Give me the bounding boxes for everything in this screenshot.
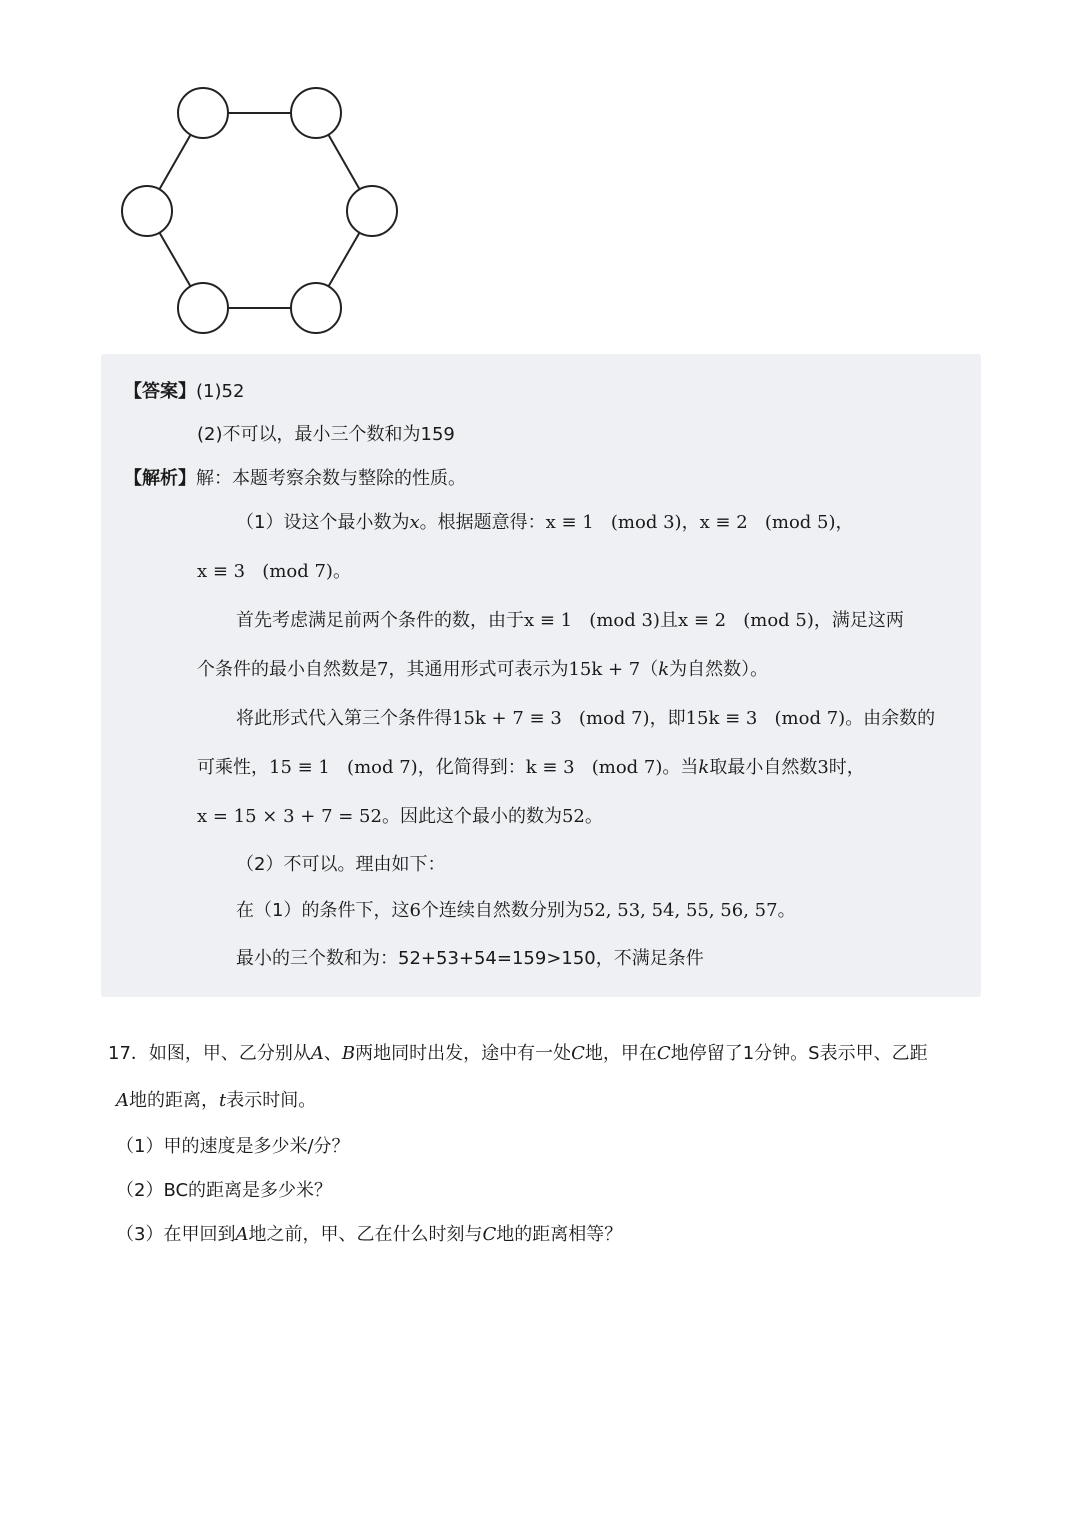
question-text: 地停留了1分钟。S表示甲、乙距 — [670, 1043, 928, 1064]
analysis-text: 为自然数）。 — [669, 659, 769, 680]
empty-circle — [178, 283, 228, 333]
math-variable: k — [698, 757, 710, 778]
analysis-text: 个条件的最小自然数是 — [197, 659, 377, 680]
math-variable: k — [658, 659, 670, 680]
analysis-text: 时， — [828, 757, 865, 778]
analysis-text: 取最小自然数 — [709, 757, 818, 778]
analysis-text: ，化简得到： — [417, 757, 526, 778]
point-label: A — [310, 1043, 324, 1064]
question-text: 地的距离， — [129, 1090, 219, 1111]
analysis-intro: 解：本题考察余数与整除的性质。 — [196, 468, 466, 489]
hexagon-circle-diagram — [100, 70, 420, 350]
point-label: C — [571, 1043, 585, 1064]
analysis-text: 。 — [584, 806, 603, 827]
analysis-text: 在（1）的条件下，这 — [236, 900, 410, 921]
analysis-label: 【解析】 — [124, 468, 196, 489]
question-17-sub-1 — [116, 1134, 350, 1160]
math-number: 3 — [817, 757, 829, 778]
analysis-line-4 — [197, 657, 768, 683]
analysis-text: ， — [835, 512, 854, 533]
math-congruence: 15k + 7 ≡ 3 (mod 7) — [452, 708, 650, 729]
math-number: 52 — [561, 806, 585, 827]
analysis-line-10 — [236, 946, 704, 972]
analysis-line-3 — [236, 608, 904, 634]
answer-part-1: (1)52 — [196, 381, 245, 402]
math-variable: x — [409, 512, 420, 533]
math-congruence: x ≡ 1 (mod 3) — [545, 512, 682, 533]
analysis-line-8 — [236, 852, 445, 878]
math-congruence: x ≡ 1 (mod 3) — [524, 610, 660, 631]
analysis-line-5 — [236, 706, 935, 732]
analysis-text: （1）设这个最小数为 — [236, 512, 410, 533]
math-congruence: x ≡ 3 (mod 7) — [197, 561, 333, 582]
question-17-line-1 — [108, 1041, 928, 1067]
analysis-text: ，满足这两 — [813, 610, 904, 631]
math-congruence: x ≡ 2 (mod 5) — [699, 512, 836, 533]
math-congruence: 15 ≡ 1 (mod 7) — [269, 757, 418, 778]
math-equation: x = 15 × 3 + 7 = 52 — [197, 806, 382, 827]
question-text: 地之前，甲、乙在什么时刻与 — [248, 1224, 483, 1245]
point-label: A — [235, 1224, 249, 1245]
analysis-line-2 — [197, 559, 351, 585]
math-congruence: k ≡ 3 (mod 7) — [525, 757, 663, 778]
answer-part-2: (2)不可以，最小三个数和为159 — [197, 424, 455, 445]
analysis-text: 可乘性， — [197, 757, 269, 778]
question-text: 、 — [323, 1043, 342, 1064]
analysis-text: 将此形式代入第三个条件得 — [236, 708, 452, 729]
question-text: （3）在甲回到 — [116, 1224, 236, 1245]
analysis-text: 且 — [659, 610, 678, 631]
math-number: 6 — [409, 900, 421, 921]
analysis-text: （ — [640, 659, 659, 680]
math-variable: t — [219, 1090, 227, 1111]
analysis-text: （2）不可以。理由如下： — [236, 854, 446, 875]
analysis-text: 。 — [777, 900, 796, 921]
question-text: （1）甲的速度是多少米/分？ — [116, 1136, 350, 1157]
math-congruence: 15k ≡ 3 (mod 7) — [685, 708, 846, 729]
analysis-text: 。由余数的 — [845, 708, 936, 729]
question-text: 地，甲在 — [584, 1043, 657, 1064]
analysis-text: 最小的三个数和为：52+53+54=159>150，不满足条件 — [236, 948, 704, 969]
math-number-list: 52, 53, 54, 55, 56, 57 — [582, 900, 778, 921]
analysis-intro-line — [124, 466, 466, 492]
question-17-sub-2 — [116, 1178, 332, 1204]
analysis-text: 。 — [332, 561, 351, 582]
question-text: 两地同时出发，途中有一处 — [355, 1043, 572, 1064]
math-congruence: x ≡ 2 (mod 5) — [677, 610, 814, 631]
empty-circle — [291, 88, 341, 138]
question-text: （2）BC的距离是多少米？ — [116, 1180, 333, 1201]
question-17-line-2 — [116, 1088, 316, 1114]
analysis-text: 。根据题意得： — [419, 512, 546, 533]
analysis-text: 个连续自然数分别为 — [420, 900, 583, 921]
answer-line-2 — [197, 422, 455, 448]
math-number: 7 — [377, 659, 389, 680]
answer-line-1 — [124, 379, 244, 405]
analysis-text: ，即 — [649, 708, 686, 729]
question-text: 表示时间。 — [226, 1090, 317, 1111]
question-17-sub-3 — [116, 1222, 622, 1248]
point-label: C — [656, 1043, 671, 1064]
analysis-text: 首先考虑满足前两个条件的数，由于 — [236, 610, 524, 631]
empty-circle — [347, 186, 397, 236]
empty-circle — [122, 186, 172, 236]
analysis-line-9 — [236, 898, 796, 924]
question-text: 地的距离相等？ — [496, 1224, 623, 1245]
analysis-text: ，其通用形式可表示为 — [388, 659, 569, 680]
hexagon-edges — [147, 113, 372, 308]
point-label: B — [341, 1043, 356, 1064]
math-expression: 15k + 7 — [568, 659, 641, 680]
answer-label: 【答案】 — [124, 381, 196, 402]
analysis-line-1 — [236, 510, 854, 536]
analysis-line-6 — [197, 755, 865, 781]
analysis-text: 。因此这个最小的数为 — [381, 806, 562, 827]
point-label: C — [482, 1224, 497, 1245]
point-label: A — [116, 1090, 129, 1111]
analysis-line-7 — [197, 804, 603, 830]
analysis-text: ， — [681, 512, 700, 533]
question-text: 17．如图，甲、乙分别从 — [108, 1043, 311, 1064]
analysis-text: 。当 — [662, 757, 699, 778]
empty-circle — [178, 88, 228, 138]
empty-circle — [291, 283, 341, 333]
